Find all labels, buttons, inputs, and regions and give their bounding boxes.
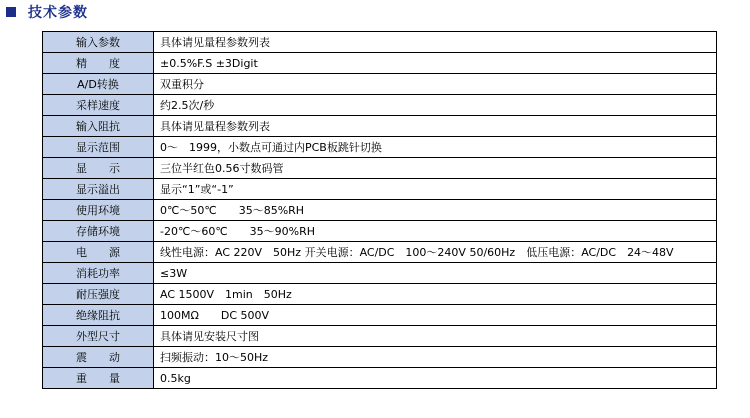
- table-row: [43, 263, 717, 284]
- row-label: 震 动: [43, 347, 154, 368]
- row-value: 100MΩ DC 500V: [154, 305, 717, 326]
- table-row: [43, 116, 717, 137]
- row-label: 绝缘阻抗: [43, 305, 154, 326]
- row-value: 扫频振动：10～50Hz: [154, 347, 717, 368]
- row-label: 显 示: [43, 158, 154, 179]
- row-value: 约2.5次/秒: [154, 95, 717, 116]
- row-value: 具体请见量程参数列表: [154, 32, 717, 53]
- section-title: 技术参数: [28, 5, 88, 21]
- row-value: 线性电源：AC 220V 50Hz 开关电源：AC/DC 100～240V 50/60Hz 低压电源：AC/DC 24～48V: [154, 242, 717, 263]
- table-row: [43, 53, 717, 74]
- spec-table: [42, 31, 717, 389]
- row-label: 消耗功率: [43, 263, 154, 284]
- table-row: [43, 221, 717, 242]
- row-label: 重 量: [43, 368, 154, 389]
- table-row: [43, 95, 717, 116]
- square-bullet-icon: [6, 7, 16, 17]
- row-value: AC 1500V 1min 50Hz: [154, 284, 717, 305]
- section-header: [6, 2, 88, 22]
- row-label: 电 源: [43, 242, 154, 263]
- row-label: 显示范围: [43, 137, 154, 158]
- table-row: [43, 242, 717, 263]
- row-value: 0.5kg: [154, 368, 717, 389]
- table-row: [43, 200, 717, 221]
- row-value: 显示“1”或“-1”: [154, 179, 717, 200]
- table-row: [43, 284, 717, 305]
- table-row: [43, 326, 717, 347]
- table-row: [43, 305, 717, 326]
- table-row: [43, 137, 717, 158]
- row-value: 0～ 1999，小数点可通过内PCB板跳针切换: [154, 137, 717, 158]
- row-label: 外型尺寸: [43, 326, 154, 347]
- row-label: 存储环境: [43, 221, 154, 242]
- row-label: 耐压强度: [43, 284, 154, 305]
- row-value: ±0.5%F.S ±3Digit: [154, 53, 717, 74]
- table-row: [43, 368, 717, 389]
- table-row: [43, 347, 717, 368]
- table-row: [43, 74, 717, 95]
- row-label: 显示溢出: [43, 179, 154, 200]
- row-label: A/D转换: [43, 74, 154, 95]
- table-row: [43, 32, 717, 53]
- row-value: 三位半红色0.56寸数码管: [154, 158, 717, 179]
- row-label: 采样速度: [43, 95, 154, 116]
- row-label: 输入参数: [43, 32, 154, 53]
- row-value: ≤3W: [154, 263, 717, 284]
- row-value: 具体请见安装尺寸图: [154, 326, 717, 347]
- row-label: 使用环境: [43, 200, 154, 221]
- row-value: -20℃～60℃ 35～90%RH: [154, 221, 717, 242]
- row-value: 双重积分: [154, 74, 717, 95]
- table-row: [43, 158, 717, 179]
- row-label: 输入阻抗: [43, 116, 154, 137]
- row-value: 0℃～50℃ 35～85%RH: [154, 200, 717, 221]
- table-row: [43, 179, 717, 200]
- row-value: 具体请见量程参数列表: [154, 116, 717, 137]
- row-label: 精 度: [43, 53, 154, 74]
